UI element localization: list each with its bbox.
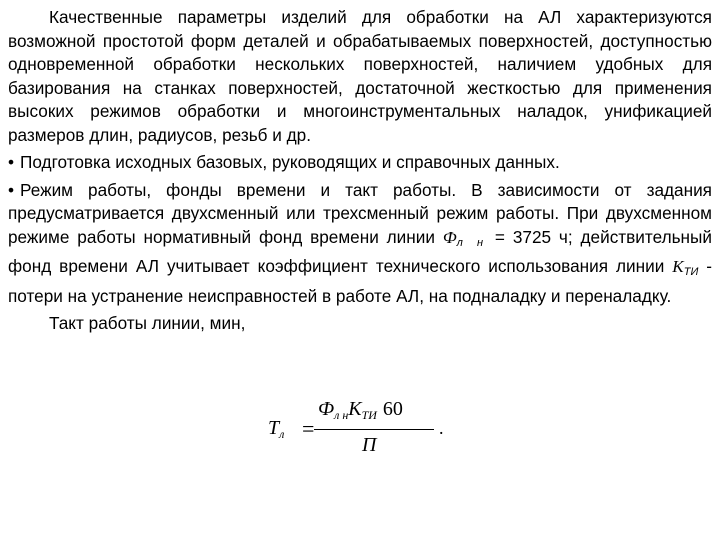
symbol-fund: Ф bbox=[442, 227, 457, 247]
formula-fraction-bar bbox=[314, 429, 434, 430]
formula-equals: = bbox=[302, 416, 315, 441]
formula-lhs-symbol: Т bbox=[268, 417, 280, 439]
formula-numerator bbox=[318, 398, 403, 423]
formula-lhs bbox=[268, 417, 284, 442]
bullet-text-part2: = 3725 ч; действительный фонд времени АЛ учитывает коэффициент технического использования линии bbox=[8, 226, 712, 276]
bullet-text-part3: - потери на устранение неисправностей в работе АЛ, на подналадку и переналадку. bbox=[8, 256, 712, 306]
symbol-coefficient-subscript: ТИ bbox=[683, 266, 699, 278]
document-body bbox=[8, 6, 712, 336]
paragraph-quality-parameters: Качественные параметры изделий для обработки на АЛ характеризуются возможной простотой форм деталей и обрабатываемых поверхностей, доступностью одновременной обработки нескольких поверхностей, наличием удобных для базирования на станках поверхностей, достаточной жесткостью для применения высоких режимов обработки и многоинструментальных наладок, унификацией размеров длин, радиусов, резьб и др. bbox=[8, 7, 712, 145]
formula-lhs-subscript: л bbox=[279, 427, 285, 441]
formula-denominator: П bbox=[362, 434, 377, 456]
formula-num-coef-subscript: ТИ bbox=[361, 408, 377, 422]
bullet-text: Подготовка исходных базовых, руководящих и справочных данных. bbox=[20, 152, 560, 172]
takt-intro-line: Такт работы линии, мин, bbox=[49, 313, 246, 333]
formula-end-period: . bbox=[439, 418, 444, 438]
bullet-icon: • bbox=[8, 179, 15, 200]
symbol-fund-subscript: л н bbox=[456, 236, 488, 249]
symbol-coefficient: К bbox=[672, 257, 684, 276]
bullet-icon: • bbox=[8, 152, 15, 172]
formula-num-fund: Ф bbox=[318, 398, 335, 420]
bullet-item-initial-data bbox=[8, 151, 712, 175]
formula-num-constant: 60 bbox=[382, 398, 403, 420]
takt-formula bbox=[262, 394, 462, 464]
bullet-item-work-mode bbox=[8, 179, 712, 309]
formula-num-fund-subscript: л н bbox=[334, 408, 349, 422]
bullet-text-part1: Режим работы, фонды времени и такт работы. В зависимости от задания предусматривается двухсменный или трехсменный режим работы. При двухсменном режиме работы нормативный фонд времени линии bbox=[8, 179, 712, 247]
formula-num-coef: К bbox=[348, 398, 362, 420]
